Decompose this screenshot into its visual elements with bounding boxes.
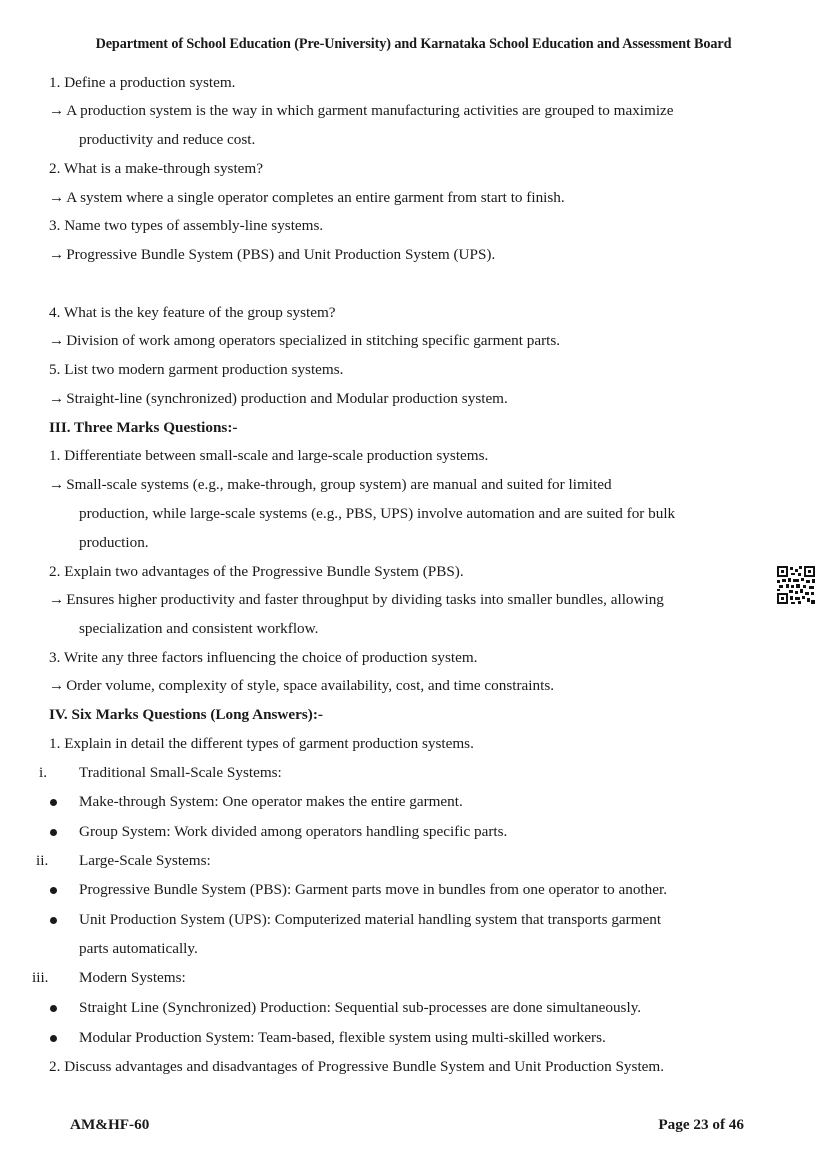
question-3: 3. Name two types of assembly-line systems. (49, 217, 324, 234)
question-4: 4. What is the key feature of the group system? (49, 304, 336, 321)
right-arrow-icon: → (49, 189, 65, 206)
list-item-cont: parts automatically. (79, 940, 198, 957)
page-number: Page 23 of 46 (658, 1116, 744, 1133)
section-3-question-3: 3. Write any three factors influencing the choice of production system. (49, 649, 478, 666)
group-title: Large-Scale Systems: (79, 852, 211, 869)
answer-1-cont: productivity and reduce cost. (79, 131, 256, 148)
list-item: Straight Line (Synchronized) Production: Sequential sub-processes are done simultaneously. (79, 999, 642, 1016)
right-arrow-icon: → (49, 246, 65, 263)
right-arrow-icon: → (49, 332, 65, 349)
list-item: Modular Production System: Team-based, flexible system using multi-skilled workers. (79, 1029, 606, 1046)
right-arrow-icon: → (49, 677, 65, 694)
section-3-answer-3: → Order volume, complexity of style, space availability, cost, and time constraints. (49, 677, 555, 694)
roman-marker: iii. (32, 969, 49, 986)
bullet-icon (50, 799, 57, 806)
roman-marker: i. (39, 764, 48, 781)
list-item: Unit Production System (UPS): Computerized material handling system that transports garment (79, 911, 662, 928)
question-2: 2. What is a make-through system? (49, 160, 263, 177)
group-title: Modern Systems: (79, 969, 186, 986)
answer-4: → Division of work among operators specialized in stitching specific garment parts. (49, 332, 561, 349)
group-title: Traditional Small-Scale Systems: (79, 764, 282, 781)
section-3-question-1: 1. Differentiate between small-scale and large-scale production systems. (49, 447, 489, 464)
bullet-icon (50, 1035, 57, 1042)
question-1: 1. Define a production system. (49, 74, 236, 91)
list-item: Make-through System: One operator makes the entire garment. (79, 793, 463, 810)
page-header: Department of School Education (Pre-University) and Karnataka School Education and Assessment Board (95, 36, 732, 52)
section-3-answer-1-cont2: production. (79, 534, 149, 551)
bullet-icon (50, 887, 57, 894)
section-3-question-2: 2. Explain two advantages of the Progressive Bundle System (PBS). (49, 563, 464, 580)
right-arrow-icon: → (49, 476, 65, 493)
bullet-icon (50, 829, 57, 836)
list-item: Progressive Bundle System (PBS): Garment parts move in bundles from one operator to another. (79, 881, 667, 898)
section-3-answer-1-cont: production, while large-scale systems (e.g., PBS, UPS) involve automation and are suited for bulk (79, 505, 676, 522)
answer-2: → A system where a single operator completes an entire garment from start to finish. (49, 189, 565, 206)
right-arrow-icon: → (49, 102, 65, 119)
footer-code: AM&HF-60 (70, 1116, 150, 1133)
section-4-question-2: 2. Discuss advantages and disadvantages of Progressive Bundle System and Unit Production System. (49, 1058, 665, 1075)
bullet-icon (50, 917, 57, 924)
answer-1: → A production system is the way in which garment manufacturing activities are grouped to maximize (49, 102, 674, 119)
list-item: Group System: Work divided among operators handling specific parts. (79, 823, 508, 840)
section-4-question-1: 1. Explain in detail the different types of garment production systems. (49, 735, 474, 752)
roman-marker: ii. (36, 852, 49, 869)
section-3-answer-2-cont: specialization and consistent workflow. (79, 620, 319, 637)
section-3-answer-2: → Ensures higher productivity and faster throughput by dividing tasks into smaller bundles, allowing (49, 591, 664, 608)
qr-code-icon (776, 565, 816, 605)
section-3-heading: III. Three Marks Questions:- (49, 419, 238, 436)
section-4-heading: IV. Six Marks Questions (Long Answers):- (49, 706, 323, 723)
right-arrow-icon: → (49, 591, 65, 608)
section-3-answer-1: → Small-scale systems (e.g., make-through, group system) are manual and suited for limited (49, 476, 612, 493)
bullet-icon (50, 1005, 57, 1012)
answer-5: → Straight-line (synchronized) production and Modular production system. (49, 390, 508, 407)
right-arrow-icon: → (49, 390, 65, 407)
question-5: 5. List two modern garment production systems. (49, 361, 344, 378)
answer-3: → Progressive Bundle System (PBS) and Unit Production System (UPS). (49, 246, 496, 263)
